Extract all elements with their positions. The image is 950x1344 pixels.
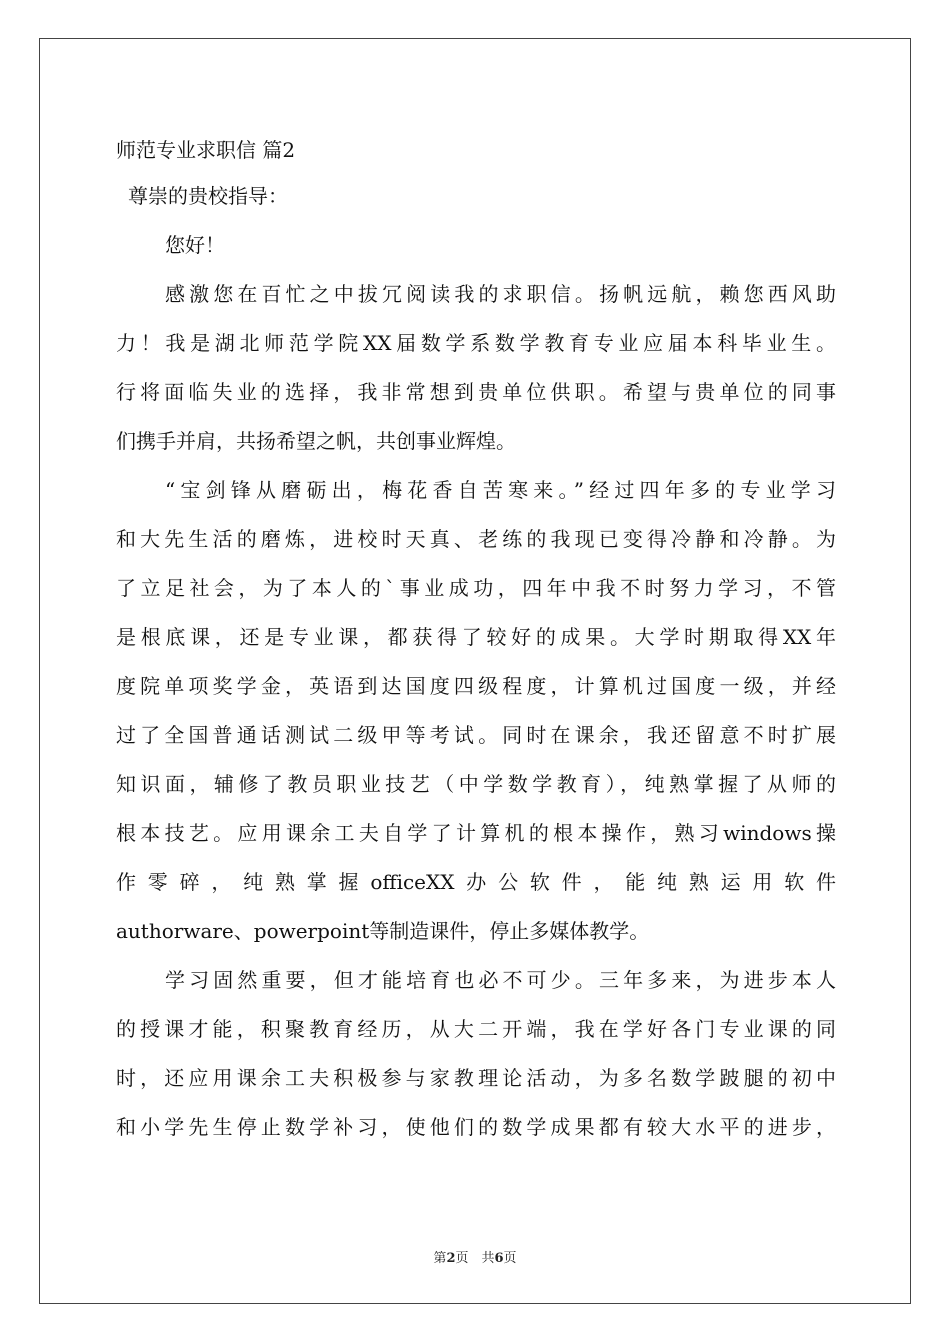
total-page-count: 6 (494, 1251, 504, 1266)
paragraph-line: “宝剑锋从磨砺出，梅花香自苦寒来。”经过四年多的专业学习 (165, 478, 836, 502)
paragraph-line: 根本技艺。应用课余工夫自学了计算机的根本操作，熟习windows操 (116, 821, 836, 845)
paragraph-line: 是根底课，还是专业课，都获得了较好的成果。大学时期取得XX年 (116, 625, 836, 649)
current-page-number: 2 (446, 1251, 456, 1266)
greeting: 您好！ (165, 233, 225, 257)
letter-body (116, 128, 836, 1152)
paragraph-2 (116, 466, 836, 956)
footer-suffix: 页 (503, 1251, 517, 1266)
paragraph-3 (116, 956, 836, 1152)
letter-title: 师范专业求职信 篇2 (116, 138, 296, 162)
paragraph-line: 时，还应用课余工夫积极参与家教理论活动，为多名数学跛腿的初中 (116, 1066, 836, 1090)
paragraph-line: 了立足社会，为了本人的`事业成功，四年中我不时努力学习，不管 (116, 576, 836, 600)
paragraph-line: 和小学先生停止数学补习，使他们的数学成果都有较大水平的进步， (116, 1115, 836, 1139)
paragraph-line: 知识面，辅修了教员职业技艺（中学数学教育），纯熟掌握了从师的 (116, 772, 836, 796)
paragraph-line: 力！我是湖北师范学院XX届数学系数学教育专业应届本科毕业生。 (116, 331, 836, 355)
paragraph-line: 学习固然重要，但才能培育也必不可少。三年多来，为进步本人 (165, 968, 836, 992)
paragraph-line: 和大先生活的磨炼，进校时天真、老练的我现已变得冷静和冷静。为 (116, 527, 836, 551)
paragraph-line: 们携手并肩，共扬希望之帆，共创事业辉煌。 (116, 429, 516, 453)
paragraph-1 (116, 270, 836, 466)
paragraph-line: 感激您在百忙之中拔冗阅读我的求职信。扬帆远航，赖您西风助 (165, 282, 836, 306)
footer-prefix: 第 (433, 1251, 447, 1266)
footer-middle: 页 共 (455, 1251, 495, 1266)
page-footer (0, 1247, 950, 1266)
paragraph-line: 作零碎，纯熟掌握officeXX办公软件，能纯熟运用软件 (116, 870, 836, 894)
paragraph-line: 度院单项奖学金，英语到达国度四级程度，计算机过国度一级，并经 (116, 674, 836, 698)
salutation: 尊崇的贵校指导： (128, 184, 288, 208)
paragraph-line: 行将面临失业的选择，我非常想到贵单位供职。希望与贵单位的同事 (116, 380, 836, 404)
paragraph-line: 的授课才能，积聚教育经历，从大二开端，我在学好各门专业课的同 (116, 1017, 836, 1041)
paragraph-line: authorware、powerpoint等制造课件，停止多媒体教学。 (116, 919, 650, 943)
paragraph-line: 过了全国普通话测试二级甲等考试。同时在课余，我还留意不时扩展 (116, 723, 836, 747)
